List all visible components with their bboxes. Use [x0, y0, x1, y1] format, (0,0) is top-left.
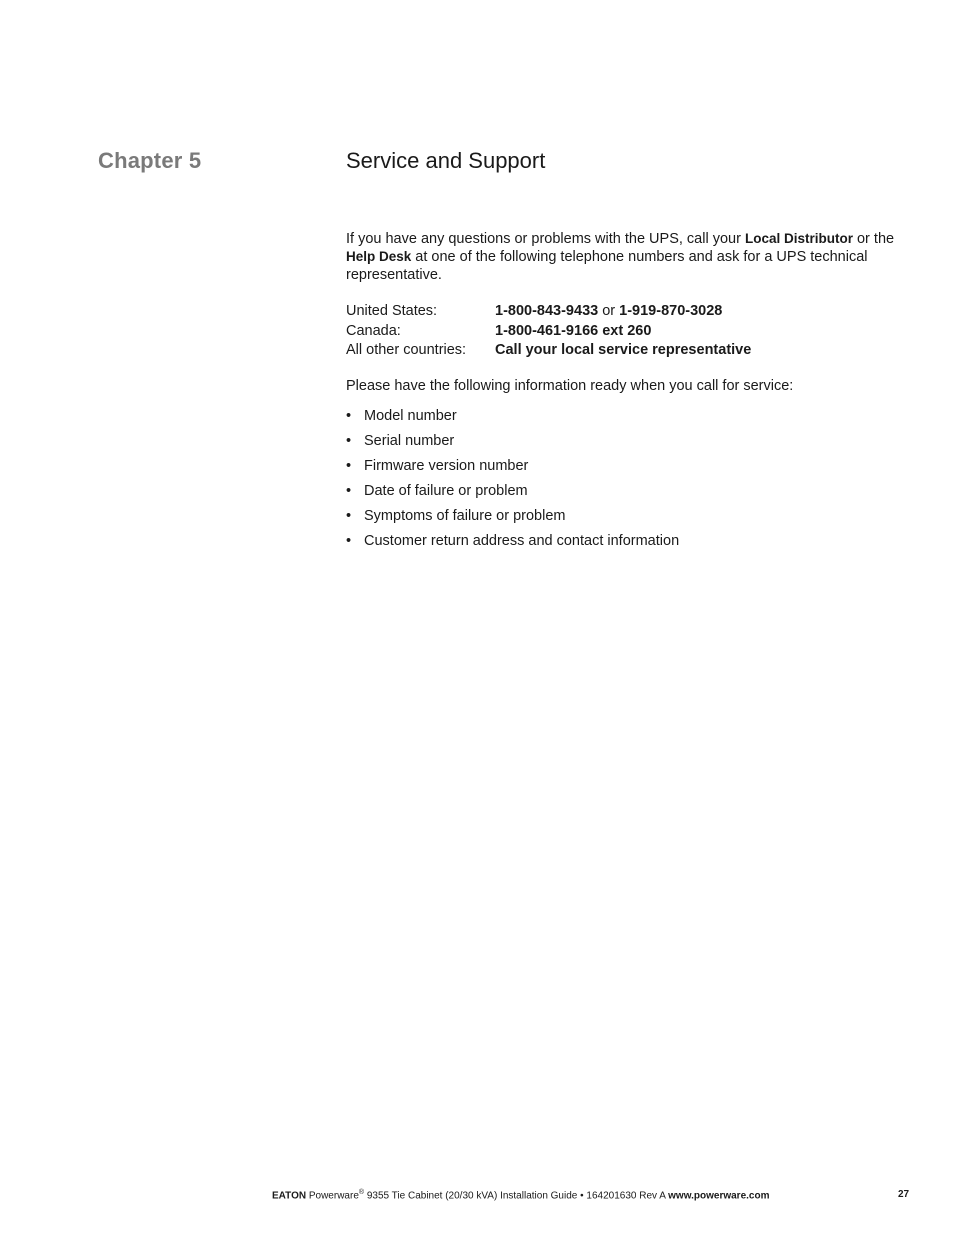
footer-product: Powerware: [306, 1190, 359, 1202]
bullet-icon: •: [346, 482, 352, 499]
registered-mark: ®: [358, 1189, 365, 1196]
info-list: [346, 407, 906, 557]
list-item: [346, 482, 906, 507]
list-item-text: Model number: [364, 407, 457, 424]
bullet-icon: •: [346, 532, 352, 549]
list-item-text: Firmware version number: [364, 457, 529, 474]
page-footer: [272, 1189, 769, 1201]
chapter-title: Service and Support: [346, 148, 546, 173]
list-item: [346, 532, 906, 557]
footer-brand: EATON: [272, 1190, 307, 1202]
contact-region-us: United States:: [346, 303, 438, 319]
bullet-icon: •: [346, 407, 352, 424]
contact-value-us: [495, 302, 722, 320]
list-item: [346, 507, 906, 532]
list-item-text: Date of failure or problem: [364, 482, 528, 499]
contact-region-canada: Canada:: [346, 322, 401, 339]
chapter-label: Chapter 5: [98, 148, 202, 173]
intro-text-1: If you have any questions or problems with the UPS, call your: [346, 231, 745, 247]
list-item-text: Serial number: [364, 432, 455, 449]
contact-row-canada: [346, 322, 906, 342]
list-item-text: Symptoms of failure or problem: [364, 507, 566, 524]
intro-text-2: or the: [852, 231, 895, 247]
other-countries-contact: Call your local service representative: [495, 342, 752, 358]
bullet-icon: •: [346, 432, 352, 449]
local-distributor-term: Local Distributor: [744, 231, 853, 246]
list-item: [346, 457, 906, 482]
list-item: [346, 407, 906, 432]
chapter-content: [346, 230, 906, 557]
page-number: 27: [898, 1189, 910, 1200]
contact-row-us: [346, 302, 906, 322]
help-desk-term: Help Desk: [346, 249, 412, 264]
us-phone-separator: or: [598, 303, 620, 319]
bullet-icon: •: [346, 457, 352, 474]
contact-table: [346, 302, 906, 361]
intro-text-3: at one of the following telephone numbers and ask for a UPS technical representative.: [346, 249, 868, 283]
us-phone-1: 1-800-843-9433: [495, 303, 599, 319]
contact-row-other: [346, 341, 906, 361]
us-phone-2: 1-919-870-3028: [619, 303, 723, 319]
bullet-icon: •: [346, 507, 352, 524]
ready-text: Please have the following information ready when you call for service:: [346, 377, 794, 394]
footer-guide-title: 9355 Tie Cabinet (20/30 kVA) Installation Guide • 164201630 Rev A: [364, 1190, 669, 1202]
footer-url: www.powerware.com: [668, 1190, 770, 1202]
list-item: [346, 432, 906, 457]
list-item-text: Customer return address and contact information: [364, 532, 680, 549]
contact-region-other: All other countries:: [346, 342, 467, 358]
canada-phone: 1-800-461-9166 ext 260: [495, 322, 652, 339]
intro-paragraph: [346, 230, 906, 284]
